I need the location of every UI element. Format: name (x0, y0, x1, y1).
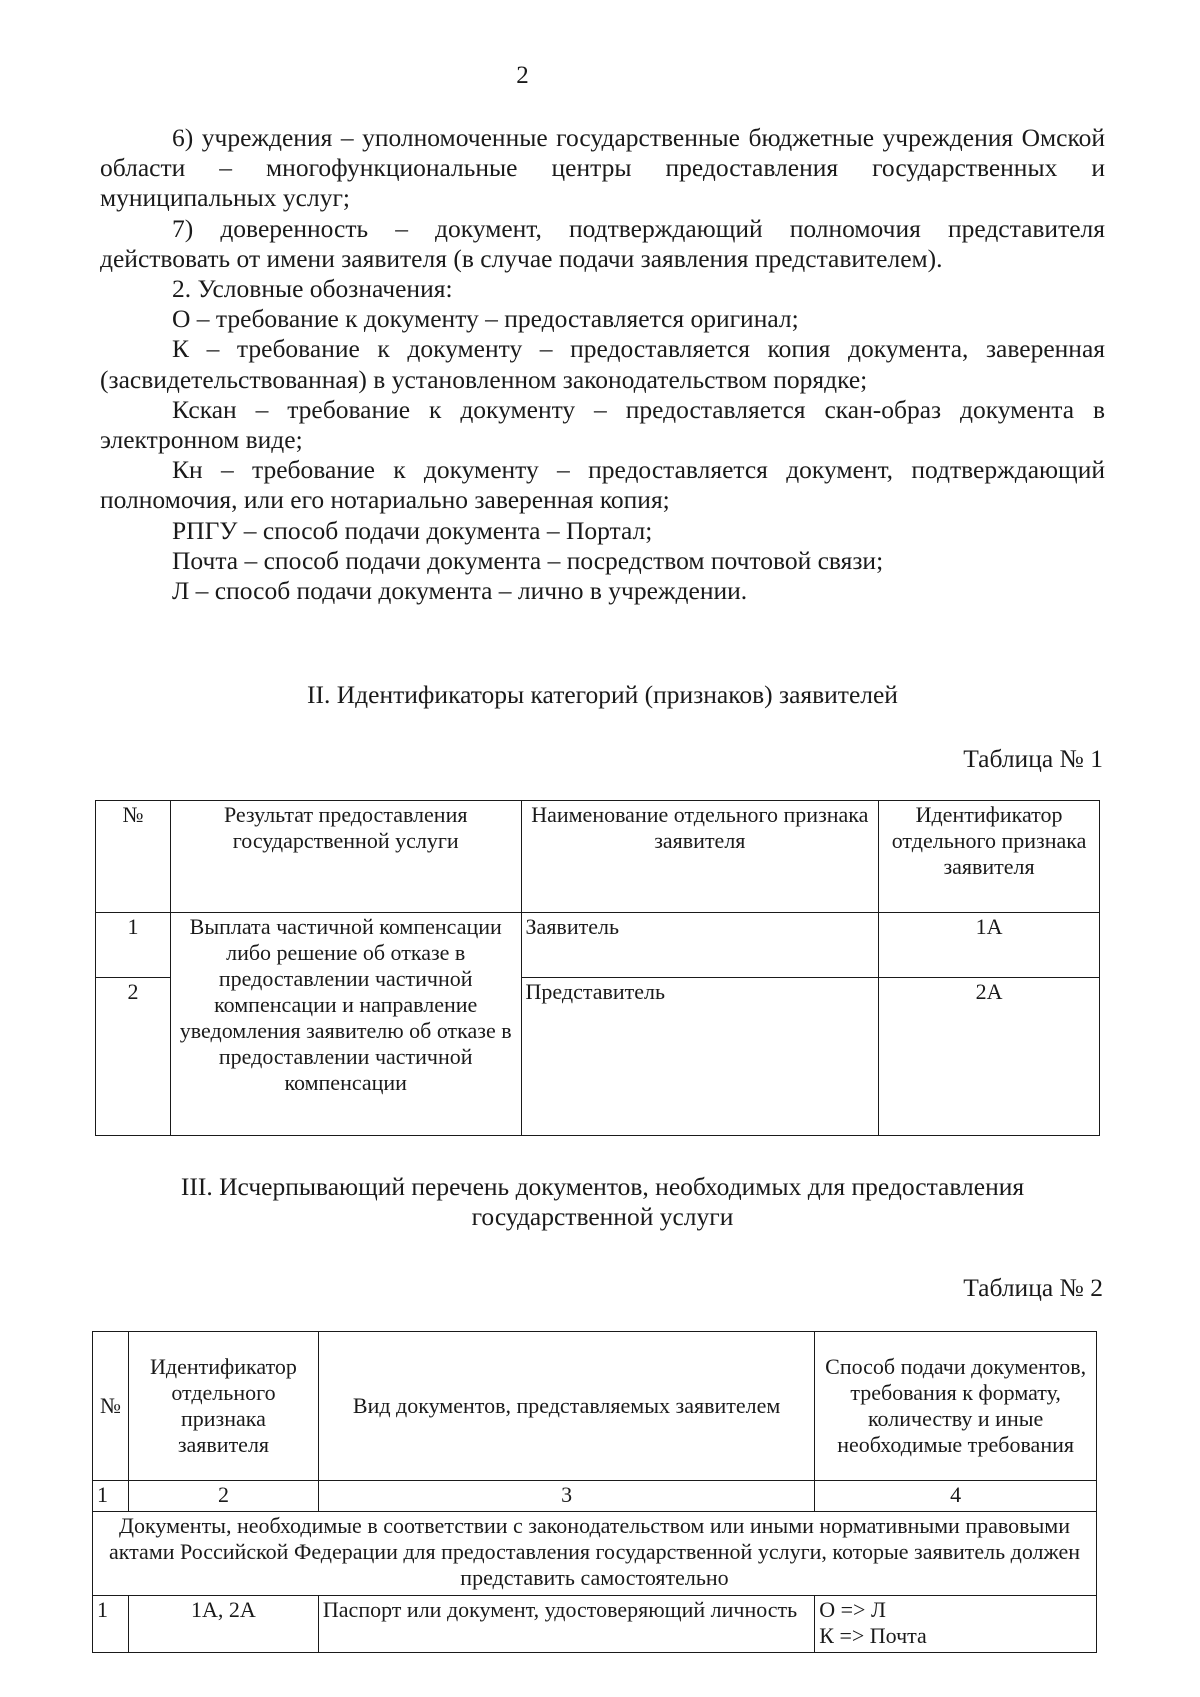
table-2-caption: Таблица № 2 (963, 1273, 1103, 1302)
paragraph-legend-personal: Л – способ подачи документа – лично в учреждении. (172, 576, 748, 606)
group-title: Документы, необходимые в соответствии с законодательством или иными нормативными правовыми актами Российской Федерации для предоставления государственной услуги, которые заявитель должен представить самостоятельно (93, 1512, 1097, 1596)
header-submission-method: Способ подачи документов, требования к формату, количеству и иные необходимые требования (815, 1332, 1097, 1481)
document-type: Паспорт или документ, удостоверяющий личность (318, 1596, 814, 1653)
paragraph-legend-heading: 2. Условные обозначения: (172, 274, 453, 304)
attribute-id: 2А (879, 978, 1100, 1136)
header-number: № (96, 801, 171, 913)
column-number-3: 3 (318, 1481, 814, 1512)
applicant-ids: 1А, 2А (128, 1596, 318, 1653)
header-applicant-id: Идентификатор отдельного признака заявителя (128, 1332, 318, 1481)
column-number-1: 1 (93, 1481, 129, 1512)
row-number: 1 (93, 1596, 129, 1653)
table-row (96, 913, 1100, 978)
table-header-row (96, 801, 1100, 913)
paragraph-legend-post: Почта – способ подачи документа – посредством почтовой связи; (172, 545, 884, 575)
paragraph-institutions: 6) учреждения – уполномоченные государственные бюджетные учреждения Омской области – многофункциональные центры предоставления государственных и муниципальных услуг; (100, 123, 1105, 213)
page-number: 2 (516, 62, 529, 89)
paragraph-legend-original: О – требование к документу – предоставляется оригинал; (172, 304, 799, 334)
row-number: 1 (96, 913, 171, 978)
body-text (100, 123, 1105, 606)
table-1-caption: Таблица № 1 (963, 744, 1103, 773)
paragraph-legend-scan: Кскан – требование к документу – предоставляется скан-образ документа в электронном виде; (100, 394, 1105, 455)
table-required-documents (92, 1331, 1097, 1653)
section-3-title: III. Исчерпывающий перечень документов, необходимых для предоставления государственной услуги (180, 1172, 1025, 1231)
paragraph-legend-notary: Кн – требование к документу – предоставляется документ, подтверждающий полномочия, или его нотариально заверенная копия; (100, 455, 1105, 515)
column-number-4: 4 (815, 1481, 1097, 1512)
submission-method-original: О => Л (819, 1597, 886, 1622)
submission-method (815, 1596, 1097, 1653)
group-title-row (93, 1512, 1097, 1596)
table-applicant-categories (95, 800, 1100, 1136)
header-number: № (93, 1332, 129, 1481)
attribute-name: Заявитель (521, 913, 879, 978)
header-document-type: Вид документов, представляемых заявителем (318, 1332, 814, 1481)
header-attribute-name: Наименование отдельного признака заявителя (521, 801, 879, 913)
column-number-2: 2 (128, 1481, 318, 1512)
paragraph-power-of-attorney: 7) доверенность – документ, подтверждающий полномочия представителя действовать от имени заявителя (в случае подачи заявления представителем). (100, 213, 1105, 273)
attribute-id: 1А (879, 913, 1100, 978)
submission-method-copy: К => Почта (819, 1623, 927, 1648)
result-cell: Выплата частичной компенсации либо решение об отказе в предоставлении частичной компенсации и направление уведомления заявителю об отказе в предоставлении частичной компенсации (170, 913, 521, 1136)
attribute-name: Представитель (521, 978, 879, 1136)
paragraph-legend-copy: К – требование к документу – предоставляется копия документа, заверенная (засвидетельствованная) в установленном законодательством порядке; (100, 334, 1105, 394)
column-numbering-row (93, 1481, 1097, 1512)
table-row (93, 1596, 1097, 1653)
row-number: 2 (96, 978, 171, 1136)
header-result: Результат предоставления государственной услуги (170, 801, 521, 913)
paragraph-legend-portal: РПГУ – способ подачи документа – Портал; (172, 515, 653, 545)
table-header-row (93, 1332, 1097, 1481)
header-attribute-id: Идентификатор отдельного признака заявителя (879, 801, 1100, 913)
section-2-title: II. Идентификаторы категорий (признаков) заявителей (307, 680, 898, 709)
